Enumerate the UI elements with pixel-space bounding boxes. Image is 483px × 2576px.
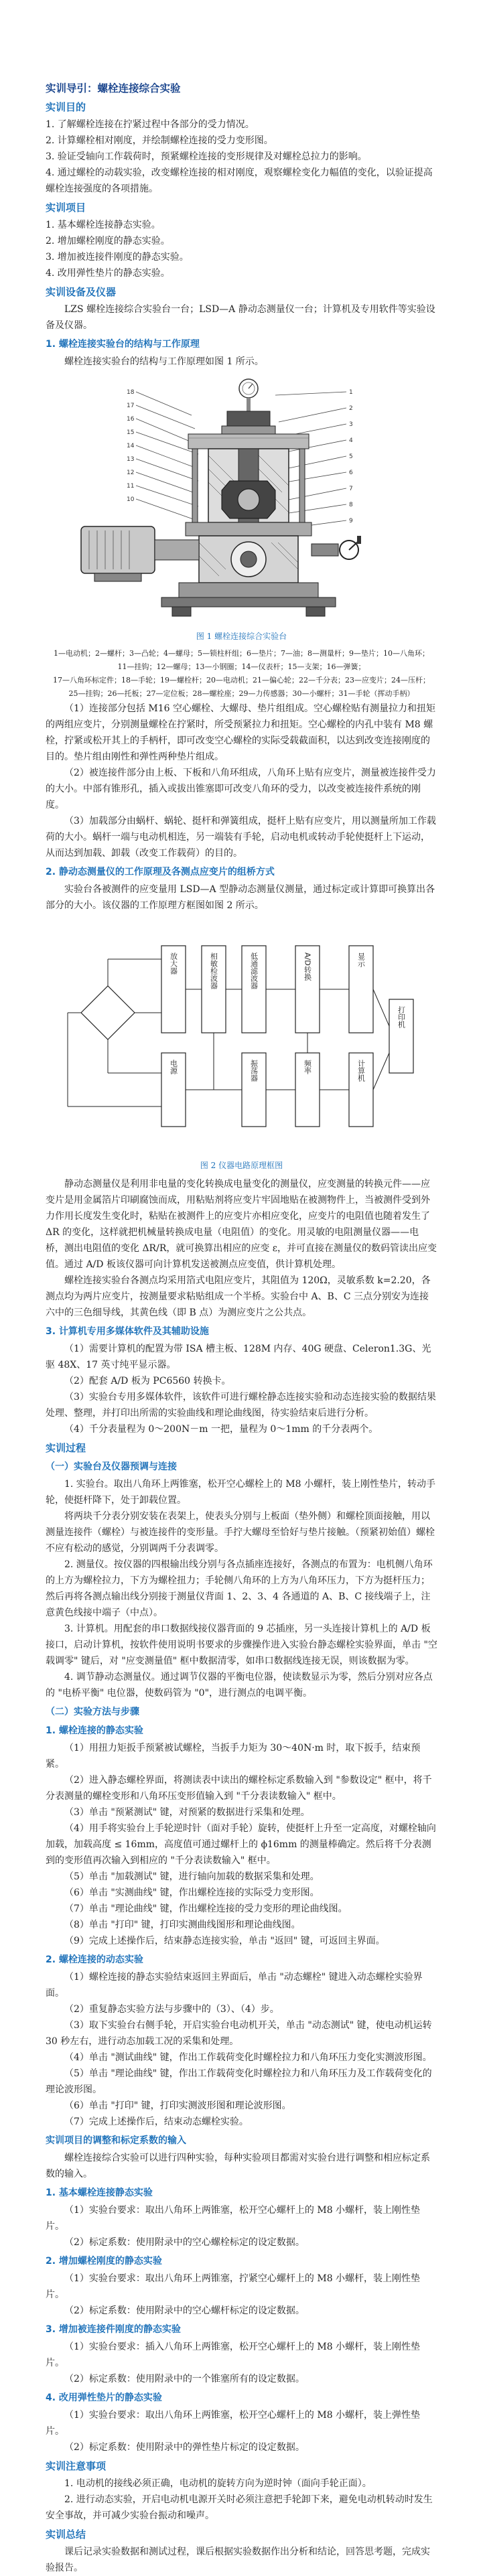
- heading-notes: 实训注意事项: [46, 2460, 107, 2472]
- fig1-label: 8: [348, 502, 353, 508]
- dynamic-step: （6）单击 "打印" 键，打印实测波形图和理论波形图。: [64, 2100, 291, 2111]
- para-strain-gauges: 螺栓连接实验台各测点均采用箔式电阻应变片，其阻值为 120Ω，灵敏系数 k=2.20，各测点均为两片应变片，按测量要求粘贴组成一个半桥。实验台中 A、B、C 三点分别安为连接六中的三色细导线，其黄色线（即 B 点）为测应变片之公共点。: [46, 1275, 431, 1318]
- subheading-dynamic-test: 2. 螺栓连接的动态实验: [46, 1954, 143, 1965]
- fig1-label: 7: [348, 486, 353, 492]
- page-title: 实训导引：螺栓连接综合实验: [46, 82, 181, 94]
- block-label: 电源: [169, 1060, 178, 1074]
- heading-purpose: 实训目的: [46, 101, 86, 113]
- block-label: 打印机: [397, 1006, 405, 1028]
- basic-static-item: （1）实验台要求：取出八角环上两锥塞，松开空心螺杆上的 M8 小螺杆，装上刚性垫片。: [46, 2205, 421, 2232]
- heading-items: 实训项目: [46, 202, 86, 214]
- static-step: （1）用扭力矩扳手预紧被试螺栓，当扳手力矩为 30～40N·m 时，取下扳手，结束预紧。: [46, 1743, 421, 1770]
- dynamic-step: （4）单击 "测试曲线" 键，作出工作载荷变化时螺栓拉力和八角环压力变化实测波形图。: [64, 2052, 432, 2063]
- setup-step: 将两块千分表分别安装在表架上，使表头分别与上板面（垫外侧）和螺栓顶面接触，用以测量连接件（螺栓）与被连接件的变形量。手拧大螺母至恰好与垫片接触。（预紧初始值）螺栓不应有松动的感觉，分别调两千分表调零。: [46, 1511, 435, 1554]
- member-stiffness-item: （1）实验台要求：插入八角环上两锥塞，松开空心螺杆上的 M8 小螺杆，装上刚性垫片。: [46, 2342, 421, 2368]
- basic-static-item: （2）标定系数：使用附录中的空心螺栓标定的设定数据。: [64, 2237, 305, 2248]
- member-stiffness-item: （2）标定系数：使用附录中的一个锥塞所有的设定数据。: [64, 2374, 305, 2384]
- block-label: 低通滤波器: [249, 952, 258, 989]
- fig1-label: 3: [348, 421, 353, 428]
- items-item: 2. 增加螺栓刚度的静态实验。: [46, 236, 170, 246]
- para-connected-parts: （2）被连接件部分由上板、下板和八角环组成，八角环上贴有应变片，测量被连接件受力的大小。中部有锥形孔，插入或拔出锥塞即可改变八角环的受力，以改变被连接件系统的刚度。: [46, 768, 436, 810]
- bolt-stiffness-item: （1）实验台要求：取出八角环上两锥塞，拧紧空心螺杆上的 M8 小螺杆，装上刚性垫片。: [46, 2273, 421, 2300]
- setup-step: 3. 计算机。用配套的串口数据线接仪器背面的 9 芯插座，另一头连接计算机上的 A/D 板接口，启动计算机，按软件使用说明书要求的步骤操作进入实验台静态螺栓实验界面，单击 "空载调零" 键后，对 "应变测量值" 框中数据清零，如串口数据线连接无误，则该数据为零。: [46, 1624, 437, 1666]
- block-label: A/D转换: [303, 952, 312, 981]
- fig1-label: 9: [348, 518, 353, 524]
- static-step: （2）进入静态螺栓界面，将测读表中读出的螺栓标定系数输入到 "参数设定" 框中，将千分表测量的螺栓变形和八角环压变形值输入到 "千分表读数输入" 框中。: [46, 1775, 432, 1802]
- heading-equipment: 实训设备及仪器: [46, 286, 117, 298]
- purpose-list: [46, 117, 437, 197]
- items-item: 4. 改用弹性垫片的静态实验。: [46, 268, 170, 279]
- static-step: （4）用手将实验台上手轮逆时针（面对手轮）旋转，使挺杆上升至一定高度，对螺栓轴向加载，加载高度 ≤ 16mm，高度值可通过螺杆上的 ϕ16mm 的测量棒确定。然后将千分表测到的变形值再次输入到相应的 "千分表读数输入" 框中。: [46, 1823, 436, 1866]
- para-loading: （3）加载部分由蜗杆、蜗轮、挺杆和弹簧组成，挺杆上贴有应变片，用以测量所加工作载荷的大小。蜗杆一端与电动机相连，另一端装有手轮，启动电机或转动手轮使挺杆上下运动，从而达到加载、卸载（改变工作载荷）的目的。: [46, 816, 436, 859]
- para-strain-meter: 静动态测量仪是利用非电量的变化转换成电量变化的测量仪，应变测量的转换元件——应变片是用金属箔片印刷腐蚀而成，用粘贴剂将应变片牢固地贴在被测物件上，当被测件受到外力作用长度发生变化时，粘贴在被测件上的应变片亦相应变化，应变片的电阻值也随着发生了 ΔR 的变化，这样就把机械量转换成电量（电阻值）的变化。用灵敏的电阻测量仪器——电桥，测出电阻值的变化 ΔR/R，就可换算出相应的应变 ε，并可直接在测量仪的数码管读出应变值。通过 A/D 板该仪器可向计算机发送被测点应变值，供计算机处理。: [46, 1179, 437, 1270]
- subheading-static-test: 1. 螺栓连接的静态实验: [46, 1725, 143, 1736]
- note-item: 1. 电动机的接线必须正确，电动机的旋转方向为逆时钟（面向手轮正面）。: [64, 2478, 372, 2489]
- fig1-label: 10: [126, 496, 134, 503]
- adjustment-text: 螺栓连接综合实验可以进行四种实验，每种实验项目都需对实验台进行调整和相应标定系数的输入。: [46, 2153, 430, 2179]
- dynamic-step: （1）螺栓连接的静态实验结束返回主界面后，单击 "动态螺栓" 键进入动态螺栓实验界面。: [46, 1972, 423, 1999]
- note-item: 2. 进行动态实验，开启电动机电源开关时必须注意把手轮卸下来，避免电动机转动时发生安全事故，并可减少实验台振动和噪声。: [46, 2494, 433, 2521]
- software-item: （2）配套 A/D 板为 PC6560 转换卡。: [64, 1376, 231, 1386]
- figure-1-legend-line: 17—八角环标定件；18—手轮；19—螺栓杆；20—电动机；21—偏心轮；22—千分表；23—应变片；24—压杆；25—挂钩；26—托板；27—定位板；28—螺栓座；29—力传感器；30—小螺杆；31—手轮（挥动手柄）: [53, 676, 430, 698]
- fig1-label: 4: [348, 437, 353, 444]
- figure-1-caption: 图 1 螺栓连接综合实验台: [196, 632, 287, 641]
- fig1-label: 12: [126, 470, 134, 476]
- subheading-adjustment: 实训项目的调整和标定系数的输入: [46, 2135, 186, 2146]
- subheading-member-stiffness: 3. 增加被连接件刚度的静态实验: [46, 2324, 181, 2335]
- subheading-bolt-stiffness: 2. 增加螺栓刚度的静态实验: [46, 2256, 162, 2267]
- heading-process: 实训过程: [46, 1442, 86, 1454]
- block-label: 计算机: [356, 1060, 365, 1082]
- items-item: 3. 增加被连接件刚度的静态实验。: [46, 252, 189, 263]
- static-step: （6）单击 "实测曲线" 键，作出螺栓连接的实际受力变形图。: [64, 1887, 320, 1898]
- elastic-washer-item: （2）标定系数：使用附录中的弹性垫片标定的设定数据。: [64, 2442, 305, 2453]
- static-step: （5）单击 "加载测试" 键，进行轴向加载的数据采集和处理。: [64, 1871, 320, 1882]
- dynamic-step: （2）重复静态实验方法与步骤中的（3）、（4）步。: [64, 2004, 279, 2015]
- static-step: （9）完成上述操作后，结束静态连接实验，单击 "返回" 键，可返回主界面。: [64, 1936, 385, 1946]
- bolt-stiffness-item: （2）标定系数：使用附录中的空心螺杆标定的设定数据。: [64, 2305, 305, 2316]
- software-item: （3）实验台专用多媒体软件，该软件可进行螺栓静态连接实验和动态连接实验的数据结果处理、整理，并打印出所需的实验曲线和理论曲线图，待实验结束后进行分析。: [46, 1392, 436, 1419]
- subheading-meter-principle: 2. 静动态测量仪的工作原理及各测点应变片的组桥方式: [46, 867, 275, 877]
- purpose-item: 1. 了解螺栓连接在拧紧过程中各部分的受力情况。: [46, 119, 255, 130]
- static-step: （3）单击 "预紧测试" 键，对预紧的数据进行采集和处理。: [64, 1807, 310, 1818]
- static-step: （7）单击 "理论曲线" 键，作出螺栓连接的受力变形的理论曲线图。: [64, 1904, 348, 1914]
- setup-step: 2. 测量仪。按仪器的四根输出线分别与各点插座连接好，各测点的布置为：电机侧八角环的上方为螺栓拉力，下方为螺栓扭力；手轮侧八角环的上方为八角环压力，下方为挺杆压力；然后再将各测点输出线分别接于测量仪背面 1、2、3、4 各通道的 A、B、C 接线端子上，注意黄色线接中端子（中点）。: [46, 1559, 433, 1618]
- circuit-block-diagram: [54, 919, 429, 1153]
- fig1-label: 14: [126, 443, 134, 449]
- fig1-label: 1: [348, 389, 353, 396]
- elastic-washer-item: （1）实验台要求：取出八角环上两锥塞，松开空心螺杆上的 M8 小螺杆，装上弹性垫片。: [46, 2410, 421, 2437]
- heading-summary: 实训总结: [46, 2528, 86, 2541]
- subheading-elastic-washer: 4. 改用弹性垫片的静态实验: [46, 2392, 162, 2403]
- subheading-software: 3. 计算机专用多媒体软件及其辅助设施: [46, 1326, 209, 1337]
- software-item: （1）需要计算机的配置为带 ISA 槽主板、128M 内存、40G 硬盘、Celeron1.3G、光驱 48X、17 英寸纯平显示器。: [46, 1344, 431, 1370]
- setup-step: 4. 调节静动态测量仪。通过调节仪器的平衡电位器，使读数显示为零，然后分别对应各点的 "电桥平衡" 电位器，使数码管为 "0"，进行测点的电调平衡。: [46, 1672, 433, 1699]
- dynamic-step: （3）取下实验台右侧手轮，开启实验台电动机开关，单击 "动态测试" 键，使电动机运转 30 秒左右，进行动态加载工况的采集和处理。: [46, 2020, 432, 2047]
- dynamic-step: （5）单击 "理论曲线" 键，作出工作载荷变化时螺栓拉力和八角环压力及工作载荷变化的理论波形图。: [46, 2068, 432, 2095]
- test-rig-drawing: [54, 375, 429, 624]
- block-label: 频率: [303, 1060, 312, 1074]
- subheading-method: （二）实验方法与步骤: [46, 1707, 139, 1717]
- block-label: 显示: [356, 952, 365, 967]
- fig1-label: 16: [126, 416, 134, 423]
- fig1-label: 18: [126, 389, 134, 396]
- dynamic-step: （7）完成上述操作后，结束动态螺栓实验。: [64, 2117, 249, 2127]
- fig1-label: 2: [348, 405, 353, 412]
- figure-1-legend: [46, 647, 437, 701]
- software-item: （4）千分表量程为 0～200N－m 一把，量程为 0～1mm 的千分表两个。: [64, 1424, 378, 1435]
- fig1-label: 6: [348, 470, 353, 476]
- fig1-label: 5: [348, 453, 353, 460]
- static-step: （8）单击 "打印" 键，打印实测曲线图形和理论曲线图。: [64, 1920, 301, 1930]
- equip-intro: LZS 螺栓连接综合实验台一台；LSD—A 静动态测量仪一台；计算机及专用软件等实验设备及仪器。: [46, 304, 435, 331]
- purpose-item: 3. 验证受轴向工作载荷时，预紧螺栓连接的变形规律及对螺栓总拉力的影响。: [46, 151, 367, 162]
- items-item: 1. 基本螺栓连接静态实验。: [46, 220, 161, 230]
- purpose-item: 2. 计算螺栓相对刚度，并绘制螺栓连接的受力变形图。: [46, 135, 273, 146]
- fig1-label: 11: [126, 483, 134, 490]
- subheading-presetup: （一）实验台及仪器预调与连接: [46, 1461, 177, 1472]
- setup-step: 1. 实验台。取出八角环上两锥塞，松开空心螺栓上的 M8 小螺杆，装上刚性垫片，转动手轮，使挺杆降下，处于卸载位置。: [46, 1479, 435, 1506]
- block-label: 放大器: [169, 952, 178, 975]
- subheading-basic-static: 1. 基本螺栓连接静态实验: [46, 2188, 153, 2198]
- fig1-label: 13: [126, 456, 134, 463]
- fig1-label: 15: [126, 429, 134, 436]
- block-label: 相敏检波器: [209, 952, 218, 989]
- figure-1-legend-line: 1—电动机；2—螺杆；3—凸轮；4—螺母；5—锁柱杆组；6—垫片；7—油；8—测量杆；9—垫片；10—八角环；11—挂钩；12—螺母；13—小钢圈；14—仪表杆；15—支架；16—弹簧；: [54, 649, 429, 671]
- figure-2-caption: 图 2 仪器电路原理框图: [200, 1161, 283, 1170]
- subheading-rig-structure: 1. 螺栓连接实验台的结构与工作原理: [46, 339, 200, 350]
- para-connection: （1）连接部分包括 M16 空心螺栓、大螺母、垫片组组成。空心螺栓贴有测量拉力和扭矩的两组应变片，分别测量螺栓在拧紧时，所受预紧拉力和扭矩。空心螺栓的内孔中装有 M8 螺栓，拧紧或松开其上的手柄杆，即可改变空心螺栓的实际受载截面积，以达到改变连接刚度的目的。垫片组由刚性和弹性两种垫片组成。: [46, 703, 435, 762]
- purpose-item: 4. 通过螺栓的动载实验，改变螺栓连接的相对刚度，观察螺栓变化力幅值的变化，以验证提高螺栓连接强度的各项措施。: [46, 167, 433, 194]
- summary-text: 课后记录实验数据和测试过程，课后根据实验数据作出分析和结论，回答思考题，完成实验报告。: [46, 2547, 430, 2573]
- meter-principle-text: 实验台各被测件的应变量用 LSD—A 型静动态测量仪测量，通过标定或计算即可换算出各部分的大小。该仪器的工作原理方框图如图 2 所示。: [46, 884, 435, 911]
- items-list: [46, 217, 437, 281]
- rig-structure-text: 螺栓连接实验台的结构与工作原理如图 1 所示。: [64, 356, 264, 367]
- fig1-label: 17: [126, 403, 134, 409]
- block-label: 振荡器: [249, 1060, 258, 1082]
